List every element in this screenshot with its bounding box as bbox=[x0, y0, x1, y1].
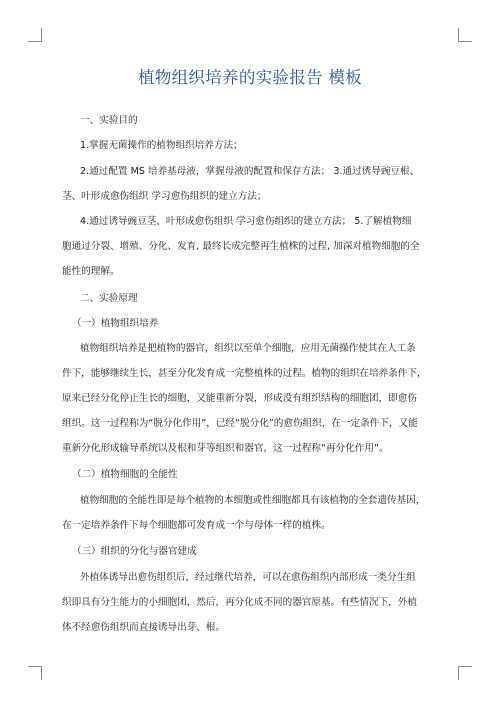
crop-mark-top-right-h bbox=[458, 41, 472, 42]
crop-mark-top-left-v bbox=[41, 28, 42, 42]
paragraph-line: 2.通过配置 MS 培养基母液，掌握母液的配置和保存方法； 3.通过诱导豌豆根、 bbox=[80, 166, 420, 177]
crop-mark-top-right-v bbox=[458, 28, 459, 42]
crop-mark-top-left-h bbox=[28, 41, 42, 42]
paragraph-line: 能性的理解。 bbox=[62, 266, 120, 277]
paragraph-line: 重新分化形成输导系统以及根和芽等组织和器官，这一过程称“再分化作用”。 bbox=[62, 443, 389, 454]
paragraph-line: 组织。这一过程称为“脱分化作用”，已经“脱分化”的愈伤组织，在一定条件下，又能 bbox=[62, 418, 418, 429]
paragraph-line: 1.掌握无菌操作的植物组织培养方法； bbox=[80, 140, 243, 151]
paragraph-line: 原来已经分化停止生长的细胞，又能重新分裂，形成没有组织结构的细胞团，即愈伤 bbox=[62, 393, 417, 404]
subheading: （一）植物组织培养 bbox=[72, 318, 159, 329]
paragraph-line: 体不经愈伤组织而直接诱导出芽、根。 bbox=[62, 622, 226, 633]
section-heading-principle: 二、实验原理 bbox=[80, 293, 138, 304]
crop-mark-bottom-right-v bbox=[458, 666, 459, 680]
paragraph-line: 植物组织培养是把植物的器官，组织以至单个细胞，应用无菌操作使其在人工条 bbox=[80, 343, 416, 354]
subheading: （三）组织的分化与器官建成 bbox=[72, 546, 197, 557]
subheading: （二）植物细胞的全能性 bbox=[72, 469, 178, 480]
paragraph-line: 外植体诱导出愈伤组织后，经过继代培养，可以在愈伤组织内部形成一类分生组 bbox=[80, 572, 416, 583]
crop-mark-bottom-right-h bbox=[458, 666, 472, 667]
paragraph-line: 胞通过分裂、增殖、分化、发育, 最终长成完整再生植株的过程, 加深对植物细胞的全 bbox=[62, 241, 420, 252]
crop-mark-bottom-left-h bbox=[28, 666, 42, 667]
paragraph-line: 织即具有分生能力的小细胞团，然后，再分化成不同的器官原基。有些情况下，外植 bbox=[62, 597, 417, 608]
paragraph-line: 4.通过诱导豌豆茎、叶形成愈伤组织 学习愈伤组织的建立方法； 5.了解植物细 bbox=[80, 216, 412, 227]
paragraph-line: 茎、叶形成愈伤组织 学习愈伤组织的建立方法； bbox=[62, 191, 267, 202]
crop-mark-bottom-left-v bbox=[41, 666, 42, 680]
paragraph-line: 在一定培养条件下每个细胞都可发育成一个与母体一样的植株。 bbox=[62, 520, 331, 531]
document-title: 植物组织培养的实验报告 模板 bbox=[138, 68, 362, 87]
paragraph-line: 植物细胞的全能性即是每个植物的本细胞或性细胞都具有该植物的全套遗传基因， bbox=[80, 495, 426, 506]
paragraph-line: 件下，能够继续生长，甚至分化发育成一完整植株的过程。植物的组织在培养条件下， bbox=[62, 368, 427, 379]
section-heading-purpose: 一、实验目的 bbox=[80, 115, 138, 126]
